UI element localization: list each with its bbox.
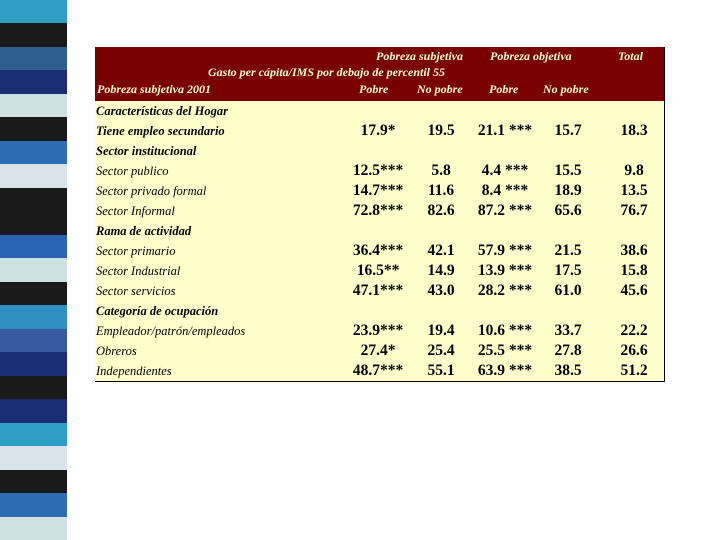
row-label: Obreros [96, 344, 137, 358]
table-cell: 15.5 [554, 162, 582, 179]
stripe-block [0, 446, 67, 470]
table-cell: 14.7*** [352, 182, 404, 199]
stripe-block [0, 188, 67, 212]
stripe-block [0, 23, 67, 47]
stripe-block [0, 258, 67, 282]
header-sub-pobre-subjetiva: Pobre [359, 82, 389, 96]
header-row-label: Pobreza subjetiva 2001 [97, 82, 211, 96]
stripe-block [0, 141, 67, 165]
table-cell: 21.5 [554, 242, 582, 259]
table-cell: 55.1 [427, 362, 455, 379]
stripe-block [0, 423, 67, 447]
stripe-block [0, 470, 67, 494]
table-cell: 9.8 [624, 162, 644, 179]
table-cell: 23.9*** [352, 322, 404, 339]
table-cell: 48.7*** [352, 362, 404, 379]
stripe-block [0, 376, 67, 400]
table-cell: 27.4* [360, 342, 396, 359]
table-cell: 25.4 [427, 342, 455, 359]
stripe-block [0, 164, 67, 188]
table-cell: 8.4 *** [481, 182, 529, 199]
row-label: Empleador/patrón/empleados [96, 324, 246, 338]
table-cell: 11.6 [427, 182, 455, 199]
table-cell: 15.8 [620, 262, 648, 279]
table-cell: 51.2 [620, 362, 648, 379]
table-cell: 19.5 [427, 122, 455, 139]
header-subtitle: Gasto per cápita/IMS por debajo de percentil 55 [208, 65, 445, 79]
table-cell: 87.2 *** [477, 202, 533, 219]
table-cell: 42.1 [427, 242, 455, 259]
table-cell: 17.9* [360, 122, 396, 139]
table-cell: 57.9 *** [477, 242, 533, 259]
stripe-block [0, 352, 67, 376]
table-cell: 25.5 *** [477, 342, 533, 359]
stripe-block [0, 493, 67, 517]
table-cell: 72.8*** [352, 202, 404, 219]
table-cell: 65.6 [554, 202, 582, 219]
table-cell: 21.1 *** [477, 122, 533, 139]
table-cell: 18.3 [620, 122, 648, 139]
table-cell: 18.9 [554, 182, 582, 199]
table-cell: 47.1*** [352, 282, 404, 299]
stripe-block [0, 0, 67, 24]
table-cell: 13.9 *** [477, 262, 533, 279]
table-cell: 12.5*** [352, 162, 404, 179]
section-label: Sector institucional [96, 144, 197, 158]
table-right-rule [664, 47, 665, 382]
table-cell: 45.6 [620, 282, 648, 299]
stripe-separator [67, 0, 68, 540]
row-label: Independientes [96, 364, 172, 378]
stripe-block [0, 47, 67, 71]
table-cell: 63.9 *** [477, 362, 533, 379]
stripe-block [0, 517, 67, 540]
table-cell: 5.8 [431, 162, 451, 179]
stripe-block [0, 94, 67, 118]
header-sub-nopobre-objetiva: No pobre [543, 82, 589, 96]
table-cell: 13.5 [620, 182, 648, 199]
table-cell: 15.7 [554, 122, 582, 139]
table-cell: 36.4*** [352, 242, 404, 259]
stripe-block [0, 399, 67, 423]
table-bottom-rule [95, 381, 664, 382]
row-label: Sector publico [96, 164, 169, 178]
table-cell: 82.6 [427, 202, 455, 219]
section-label: Tiene empleo secundario [96, 124, 225, 138]
stripe-block [0, 235, 67, 259]
header-col-pobreza-subjetiva: Pobreza subjetiva [376, 49, 463, 63]
stripe-block [0, 211, 67, 235]
table-cell: 14.9 [427, 262, 455, 279]
row-label: Sector servicios [96, 284, 176, 298]
header-col-total: Total [618, 49, 643, 63]
table-cell: 27.8 [554, 342, 582, 359]
table-cell: 33.7 [554, 322, 582, 339]
table-cell: 28.2 *** [477, 282, 533, 299]
stripe-block [0, 282, 67, 306]
table-cell: 26.6 [620, 342, 648, 359]
table-cell: 17.5 [554, 262, 582, 279]
row-label: Sector Informal [96, 204, 175, 218]
stripe-block [0, 70, 67, 94]
table-cell: 76.7 [620, 202, 648, 219]
table-cell: 16.5** [356, 262, 400, 279]
table-cell: 22.2 [620, 322, 648, 339]
row-label: Sector Industrial [96, 264, 181, 278]
table-cell: 19.4 [427, 322, 455, 339]
stripe-block [0, 329, 67, 353]
stripe-block [0, 117, 67, 141]
stripe-block [0, 305, 67, 329]
section-label: Categoría de ocupación [96, 304, 219, 318]
table-cell: 10.6 *** [477, 322, 533, 339]
table-cell: 43.0 [427, 282, 455, 299]
header-sub-nopobre-subjetiva: No pobre [417, 82, 463, 96]
header-sub-pobre-objetiva: Pobre [489, 82, 519, 96]
section-label: Rama de actividad [96, 224, 192, 238]
table-cell: 61.0 [554, 282, 582, 299]
header-col-pobreza-objetiva: Pobreza objetiva [490, 49, 572, 63]
table-cell: 38.6 [620, 242, 648, 259]
section-label: Características del Hogar [96, 104, 228, 118]
row-label: Sector privado formal [96, 184, 207, 198]
table-cell: 38.5 [554, 362, 582, 379]
table-cell: 4.4 *** [481, 162, 529, 179]
row-label: Sector primario [96, 244, 176, 258]
